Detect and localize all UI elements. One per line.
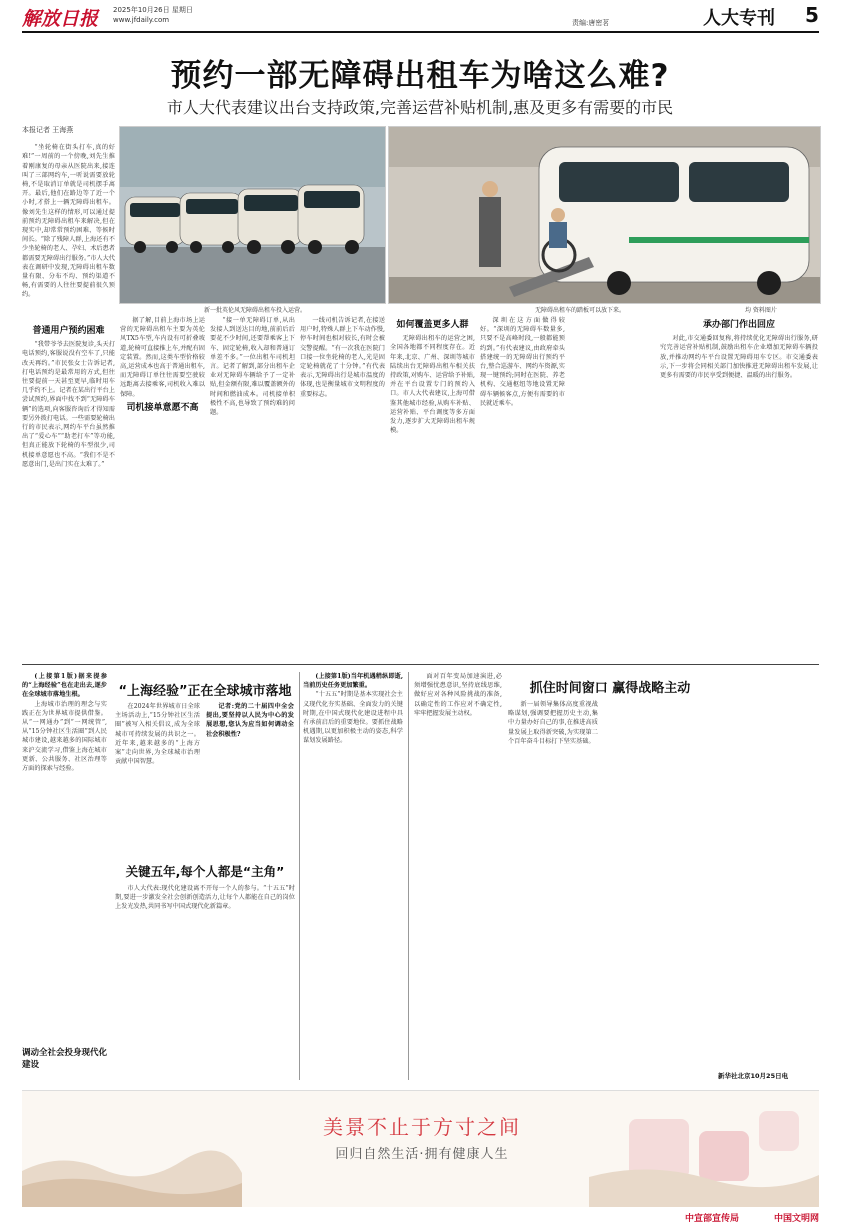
- article-text: 市人大代表:现代化建设离不开每一个人的参与。“十五五”时期,要进一步激发全社会创新创造活力,让每个人都能在自己的岗位上发光发热,共同书写中国式现代化新篇章。: [115, 885, 295, 911]
- article3-signoff: 新华社北京10月25日电: [718, 1072, 789, 1080]
- byline: 本报记者 王海燕: [22, 126, 74, 134]
- article-text: 一线司机告诉记者,在接送用户时,特殊人群上下车动作慢,停车时间也相对较长,有时会被交警提醒。“有一次我在医院门口接一位坐轮椅的老人,光是固定轮椅就花了十分钟。”有代表表示,无障碍出行是城市温度的体现,也是衡量城市文明程度的重要标志。: [300, 317, 385, 398]
- editor-credit: 责编:唐密茗: [572, 19, 610, 27]
- taxi-fleet-image: [120, 127, 385, 303]
- footer-left-credit: 中宣部宣传局: [684, 1214, 739, 1224]
- article3-col-1: [303, 672, 403, 1080]
- section-title: 司机接单意愿不高: [126, 402, 199, 413]
- masthead: [0, 0, 841, 40]
- section-title: 承办部门作出回应: [702, 320, 775, 330]
- main-headline: 预约一部无障碍出租车为啥这么难?: [170, 58, 670, 94]
- photo-wheelchair-ramp: [388, 126, 821, 304]
- main-col-6: [390, 316, 475, 658]
- article2-col-4: [115, 884, 295, 1084]
- article-text: 新一届领导集体高度重视战略谋划,强调要把握历史主动,集中力量办好自己的事,在推进高质量发展上取得新突破,为实现第二个百年奋斗目标打下坚实基础。: [508, 701, 598, 745]
- interview-question: 记者:党的二十届四中全会提出,要坚持以人民为中心的发展思想,您认为应当如何调动全社会积极性?: [206, 703, 294, 738]
- footer-right-credit: 中国文明网: [773, 1214, 819, 1224]
- article-text: 无障碍出租车的运营之困,全国各地都不同程度存在。近年来,北京、广州、深圳等城市陆续出台无障碍出租车相关扶持政策,对购车、运营给予补贴,并在平台设置专门的预约入口。市人大代表建议,上海可借鉴其他城市经验,从购车补贴、运营补贴、平台调度等多方面发力,逐步扩大无障碍出租车规模。: [390, 335, 475, 435]
- article-text: “十五五”时期是基本实现社会主义现代化夯实基础、全面发力的关键时期,在中国式现代化建设进程中具有承前启后的重要地位。要抓住战略机遇期,以更加积极主动的姿态,科学谋划发展路径。: [303, 691, 403, 745]
- issue-date: 2025年10月26日 星期日: [113, 6, 193, 14]
- article-intro: (上接第1版)据来提参的“上海经验”也在走出去,逐步在全球城市落地生根。: [22, 673, 107, 699]
- newspaper-logo: 解放日报: [22, 8, 99, 30]
- main-col-9: [660, 316, 818, 658]
- column-rule: [299, 672, 300, 1080]
- main-col-2: [22, 322, 115, 658]
- section-title: 普通用户预约困难: [32, 326, 105, 336]
- article2-headline: “上海经验”正在全球城市落地: [118, 684, 292, 699]
- article3-headline: 抓住时间窗口 赢得战略主动: [529, 681, 691, 696]
- section-name: 人大专刊: [703, 8, 775, 29]
- main-col-7: [480, 316, 565, 658]
- article2-subheadline: 关键五年,每个人都是“主角”: [125, 864, 285, 879]
- section-divider: [22, 664, 819, 665]
- article-text: “坐轮椅在街头打车,真的好难!”一周前的一个傍晚,刘先生推着刚康复的母亲从医院出来,接连叫了三部网约车,一听说需要放轮椅,不是取消订单就是司机摆手离开。最后,他们在路边等了近一个小时,才搭上一辆无障碍出租车。像刘先生这样的情形,可以通过提前预约无障碍出租车来解决,但在现实中,却常常预约困难、等候时间长。“除了残障人群,上海还有不少坐轮椅的老人、孕妇、术后患者都需要无障碍出行服务。”市人大代表在调研中发现,无障碍出租车数量有限、分布不均、预约渠道不畅,有需要的人往往要提前很久预约。: [22, 144, 115, 299]
- ad-banner[interactable]: [22, 1090, 819, 1207]
- ad-title: 美景不止于方寸之间: [323, 1115, 521, 1139]
- website-link[interactable]: www.jfdaily.com: [113, 16, 170, 24]
- masthead-rule: [22, 31, 819, 33]
- main-col-5: [300, 316, 385, 658]
- article3-col-3: [508, 700, 598, 1080]
- ad-illustration: [22, 1091, 242, 1207]
- main-col-3: [120, 316, 205, 658]
- article-text: 上海城市治理的理念与实践正在为世界城市提供借鉴。从“一网通办”到“一网统管”,从“15分钟社区生活圈”到人民城市建设,越来越多的国际城市来沪交流学习,借鉴上海在城市更新、公共服务、社区治理等方面的探索与经验。: [22, 700, 107, 773]
- ad-illustration: [589, 1091, 819, 1207]
- page-number: 5: [805, 3, 819, 27]
- article2-col-3: [206, 702, 294, 854]
- ad-subtitle: 回归自然生活·拥有健康人生: [335, 1147, 509, 1162]
- main-subheadline: 市人大代表建议出台支持政策,完善运营补贴机制,惠及更多有需要的市民: [166, 98, 674, 117]
- photo-caption-2: 无障碍出租车的踏板可以放下来。: [534, 307, 625, 314]
- article-text: “我带爷爷去医院复诊,头天打电话预约,客服说没有空车了,只能改天再约。”市民张女士告诉记者,打电话预约是最常用的方式,但往往要提前一天甚至更早,临时用车几乎约不上。记者在某出行平台上尝试预约,界面中找不到“无障碍车辆”的选项,向客服咨询后才得知需要另外拨打电话。一些需要轮椅出行的市民表示,网约车平台虽然推出了“爱心车”“助老打车”等功能,但真正能放下轮椅的车型很少,司机接单意愿也不高。“我们不是不愿意出门,是出门实在太难了。”: [22, 341, 115, 468]
- article-text: 面对百年变局加速演进,必须增强忧患意识,坚持底线思维,做好应对各种风险挑战的准备,以确定性的工作应对不确定性,牢牢把握发展主动权。: [414, 673, 502, 717]
- article-text: 对此,市交通委回复称,将持续优化无障碍出行服务,研究完善运营补贴机制,鼓励出租车企业增加无障碍车辆投放,并推动网约车平台设置无障碍用车专区。市交通委表示,下一步将会同相关部门加快推进无障碍出租车发展,让更多有需要的市民享受到便捷、温暖的出行服务。: [660, 335, 818, 380]
- article2-section-title: 调动全社会投身现代化建设: [22, 1048, 108, 1070]
- main-col-4: [210, 316, 295, 658]
- wheelchair-taxi-image: [389, 127, 820, 303]
- column-rule: [408, 672, 409, 1080]
- article-text: 据了解,目前上海市场上运营的无障碍出租车主要为英伦风TX5车型,车内设有可折叠坡道,轮椅可直接推上车,并配有固定装置。然而,这类车型价格较高,运营成本也高于普通出租车,而无障碍订单往往需要空驶较远距离去接乘客,司机收入难以保障。: [120, 317, 205, 398]
- article-text: 深圳在这方面做得较好。“深圳的无障碍车数量多,只要不是高峰时段,一般都能预约到。”有代表建议,由政府牵头搭建统一的无障碍出行预约平台,整合巡游车、网约车资源,实现一键预约;同时在医院、养老机构、交通枢纽等地设置无障碍车辆候客点,方便有需要的市民就近乘车。: [480, 317, 565, 407]
- section-title: 如何覆盖更多人群: [396, 320, 469, 330]
- photo-caption-1: 新一批英伦风无障碍出租车投入运营。: [203, 307, 306, 314]
- article-text: 在2024年世界城市日全球主场活动上,“15分钟社区生活圈”被写入相关倡议,成为全球城市可持续发展的共识之一。近年来,越来越多的“上海方案”走向世界,为全球城市治理贡献中国智慧。: [115, 703, 200, 766]
- article3-col-2: [414, 672, 502, 1080]
- article2-col-1: [22, 672, 107, 940]
- article-text: “接一单无障碍订单,从出发接人到送达目的地,前前后后要花不少时间,还要帮乘客上下车、固定轮椅,收入却和普通订单差不多。”一位出租车司机坦言。记者了解到,部分出租车企业对无障碍车辆给予了一定补贴,但金额有限,难以覆盖额外的时间和燃油成本。司机接单积极性不高,也导致了预约难的问题。: [210, 317, 295, 417]
- article-intro: (上接第1版)当年机遇稍纵即逝,当前历史任务更加繁重。: [303, 673, 403, 690]
- photo-taxis: [119, 126, 386, 304]
- footer-credit: [22, 1209, 819, 1225]
- photo-credit: 均 资料图片: [745, 307, 777, 314]
- article2-col-2: [115, 702, 200, 854]
